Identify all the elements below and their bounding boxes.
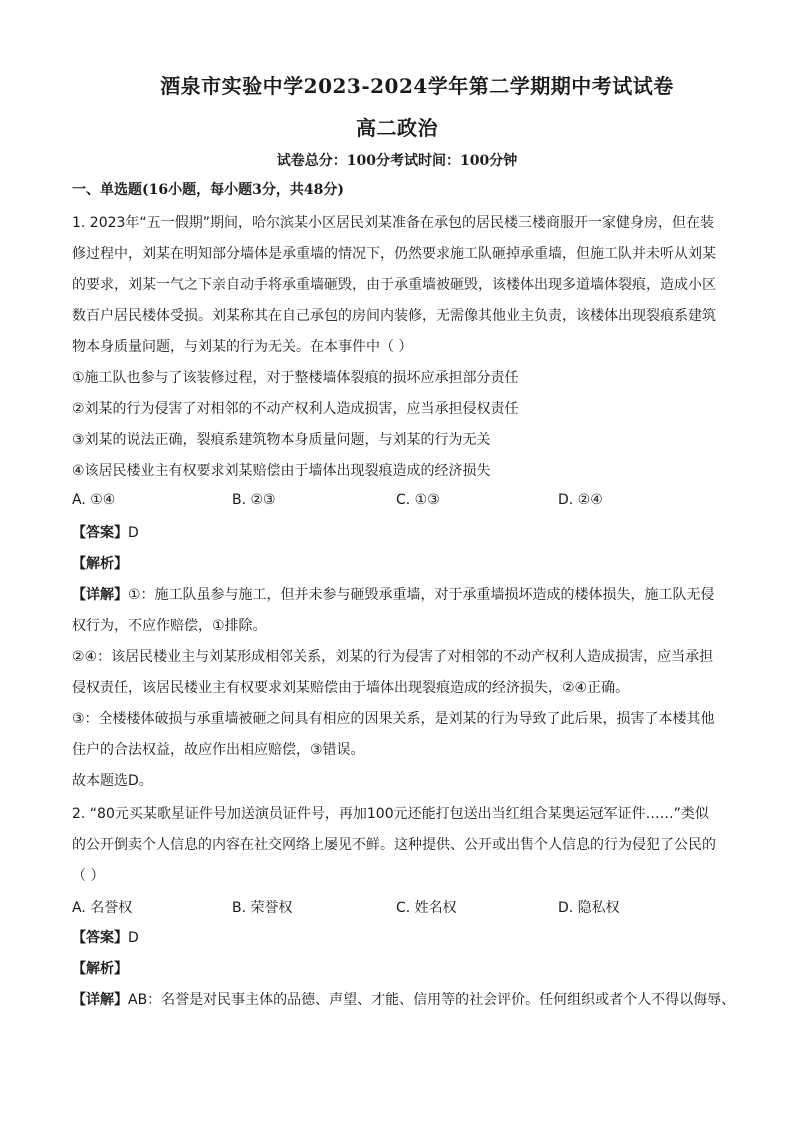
q2-option-b: B. 荣誉权 — [232, 900, 293, 916]
answer-value: D — [128, 525, 139, 541]
answer-label: 【答案】 — [72, 930, 128, 946]
q1-stem-line: 修过程中，刘某在明知部分墙体是承重墙的情况下，仍然要求施工队砸掉承重墙，但施工队并未听从刘某 — [72, 246, 716, 262]
q1-statement: ②刘某的行为侵害了对相邻的不动产权利人造成损害，应当承担侵权责任 — [72, 401, 519, 417]
detail-text: ①：施工队虽参与施工，但并未参与砸毁承重墙，对于承重墙损坏造成的楼体损失，施工队无侵 — [128, 587, 715, 603]
q1-statement: ④该居民楼业主有权要求刘某赔偿由于墙体出现裂痕造成的经济损失 — [72, 463, 491, 479]
q2-answer — [72, 928, 732, 948]
q2-option-a: A. 名誉权 — [72, 900, 133, 916]
answer-value: D — [128, 930, 139, 946]
q2-option-c: C. 姓名权 — [396, 900, 457, 916]
q1-statement: ①施工队也参与了该装修过程，对于整楼墙体裂痕的损坏应承担部分责任 — [72, 370, 519, 386]
exam-info: 试卷总分：100分考试时间：100分钟 — [276, 153, 518, 169]
q1-detail-line: ②④：该居民楼业主与刘某形成相邻关系，刘某的行为侵害了对相邻的不动产权利人造成损害，应当承担 — [72, 649, 714, 665]
q1-stem-line: 1. 2023年“五一假期”期间，哈尔滨某小区居民刘某准备在承包的居民楼三楼商服开一家健身房，但在装 — [72, 215, 714, 231]
q1-options — [72, 492, 732, 512]
exam-subject: 高二政治 — [356, 116, 438, 140]
q1-option-b: B. ②③ — [232, 492, 276, 508]
q1-statement: ③刘某的说法正确，裂痕系建筑物本身质量问题，与刘某的行为无关 — [72, 432, 491, 448]
q2-options — [72, 897, 732, 917]
q2-stem-line: 的公开倒卖个人信息的内容在社交网络上屡见不鲜。这种提供、公开或出售个人信息的行为侵犯了公民的 — [72, 837, 716, 853]
q1-detail-line: 权行为，不应作赔偿，①排除。 — [72, 618, 267, 634]
q1-analysis-label: 【解析】 — [72, 556, 128, 572]
q1-stem-line: 数百户居民楼体受损。刘某称其在自己承包的房间内装修，无需像其他业主负责，该楼体出现裂痕系建筑 — [72, 308, 716, 324]
q1-detail-line: 住户的合法权益，故应作出相应赔偿，③错误。 — [72, 742, 365, 758]
q1-detail-line: 侵权责任，该居民楼业主有权要求刘某赔偿由于墙体出现裂痕造成的经济损失，②④正确。 — [72, 680, 630, 696]
q1-detail-line: 故本题选D。 — [72, 773, 153, 789]
q1-detail-line — [72, 585, 732, 605]
q2-stem-line: （ ） — [72, 868, 105, 884]
q1-stem-line: 的要求，刘某一气之下亲自动手将承重墙砸毁，由于承重墙被砸毁，该楼体出现多道墙体裂痕，造成小区 — [72, 277, 716, 293]
q1-answer — [72, 523, 732, 543]
q2-detail-line — [72, 990, 736, 1010]
answer-label: 【答案】 — [72, 525, 128, 541]
q1-option-a: A. ①④ — [72, 492, 116, 508]
detail-text: AB：名誉是对民事主体的品德、声望、才能、信用等的社会评价。任何组织或者个人不得以侮辱、 — [128, 992, 736, 1008]
q1-detail-line: ③：全楼楼体破损与承重墙被砸之间具有相应的因果关系，是刘某的行为导致了此后果，损害了本楼其他 — [72, 711, 715, 727]
section-heading: 一、单选题(16小题，每小题3分，共48分) — [72, 182, 344, 198]
q2-option-d: D. 隐私权 — [558, 900, 620, 916]
q2-stem-line: 2. “80元买某歌星证件号加送演员证件号，再加100元还能打包送出当红组合某奥运冠军证件……”类似 — [72, 806, 709, 822]
q1-stem-line: 物本身质量问题，与刘某的行为无关。在本事件中（ ） — [72, 339, 413, 355]
q2-analysis-label: 【解析】 — [72, 961, 128, 977]
q1-option-c: C. ①③ — [396, 492, 440, 508]
q1-option-d: D. ②④ — [558, 492, 603, 508]
detail-label: 【详解】 — [72, 587, 128, 603]
detail-label: 【详解】 — [72, 992, 128, 1008]
exam-title: 酒泉市实验中学2023-2024学年第二学期期中考试试卷 — [160, 74, 674, 98]
